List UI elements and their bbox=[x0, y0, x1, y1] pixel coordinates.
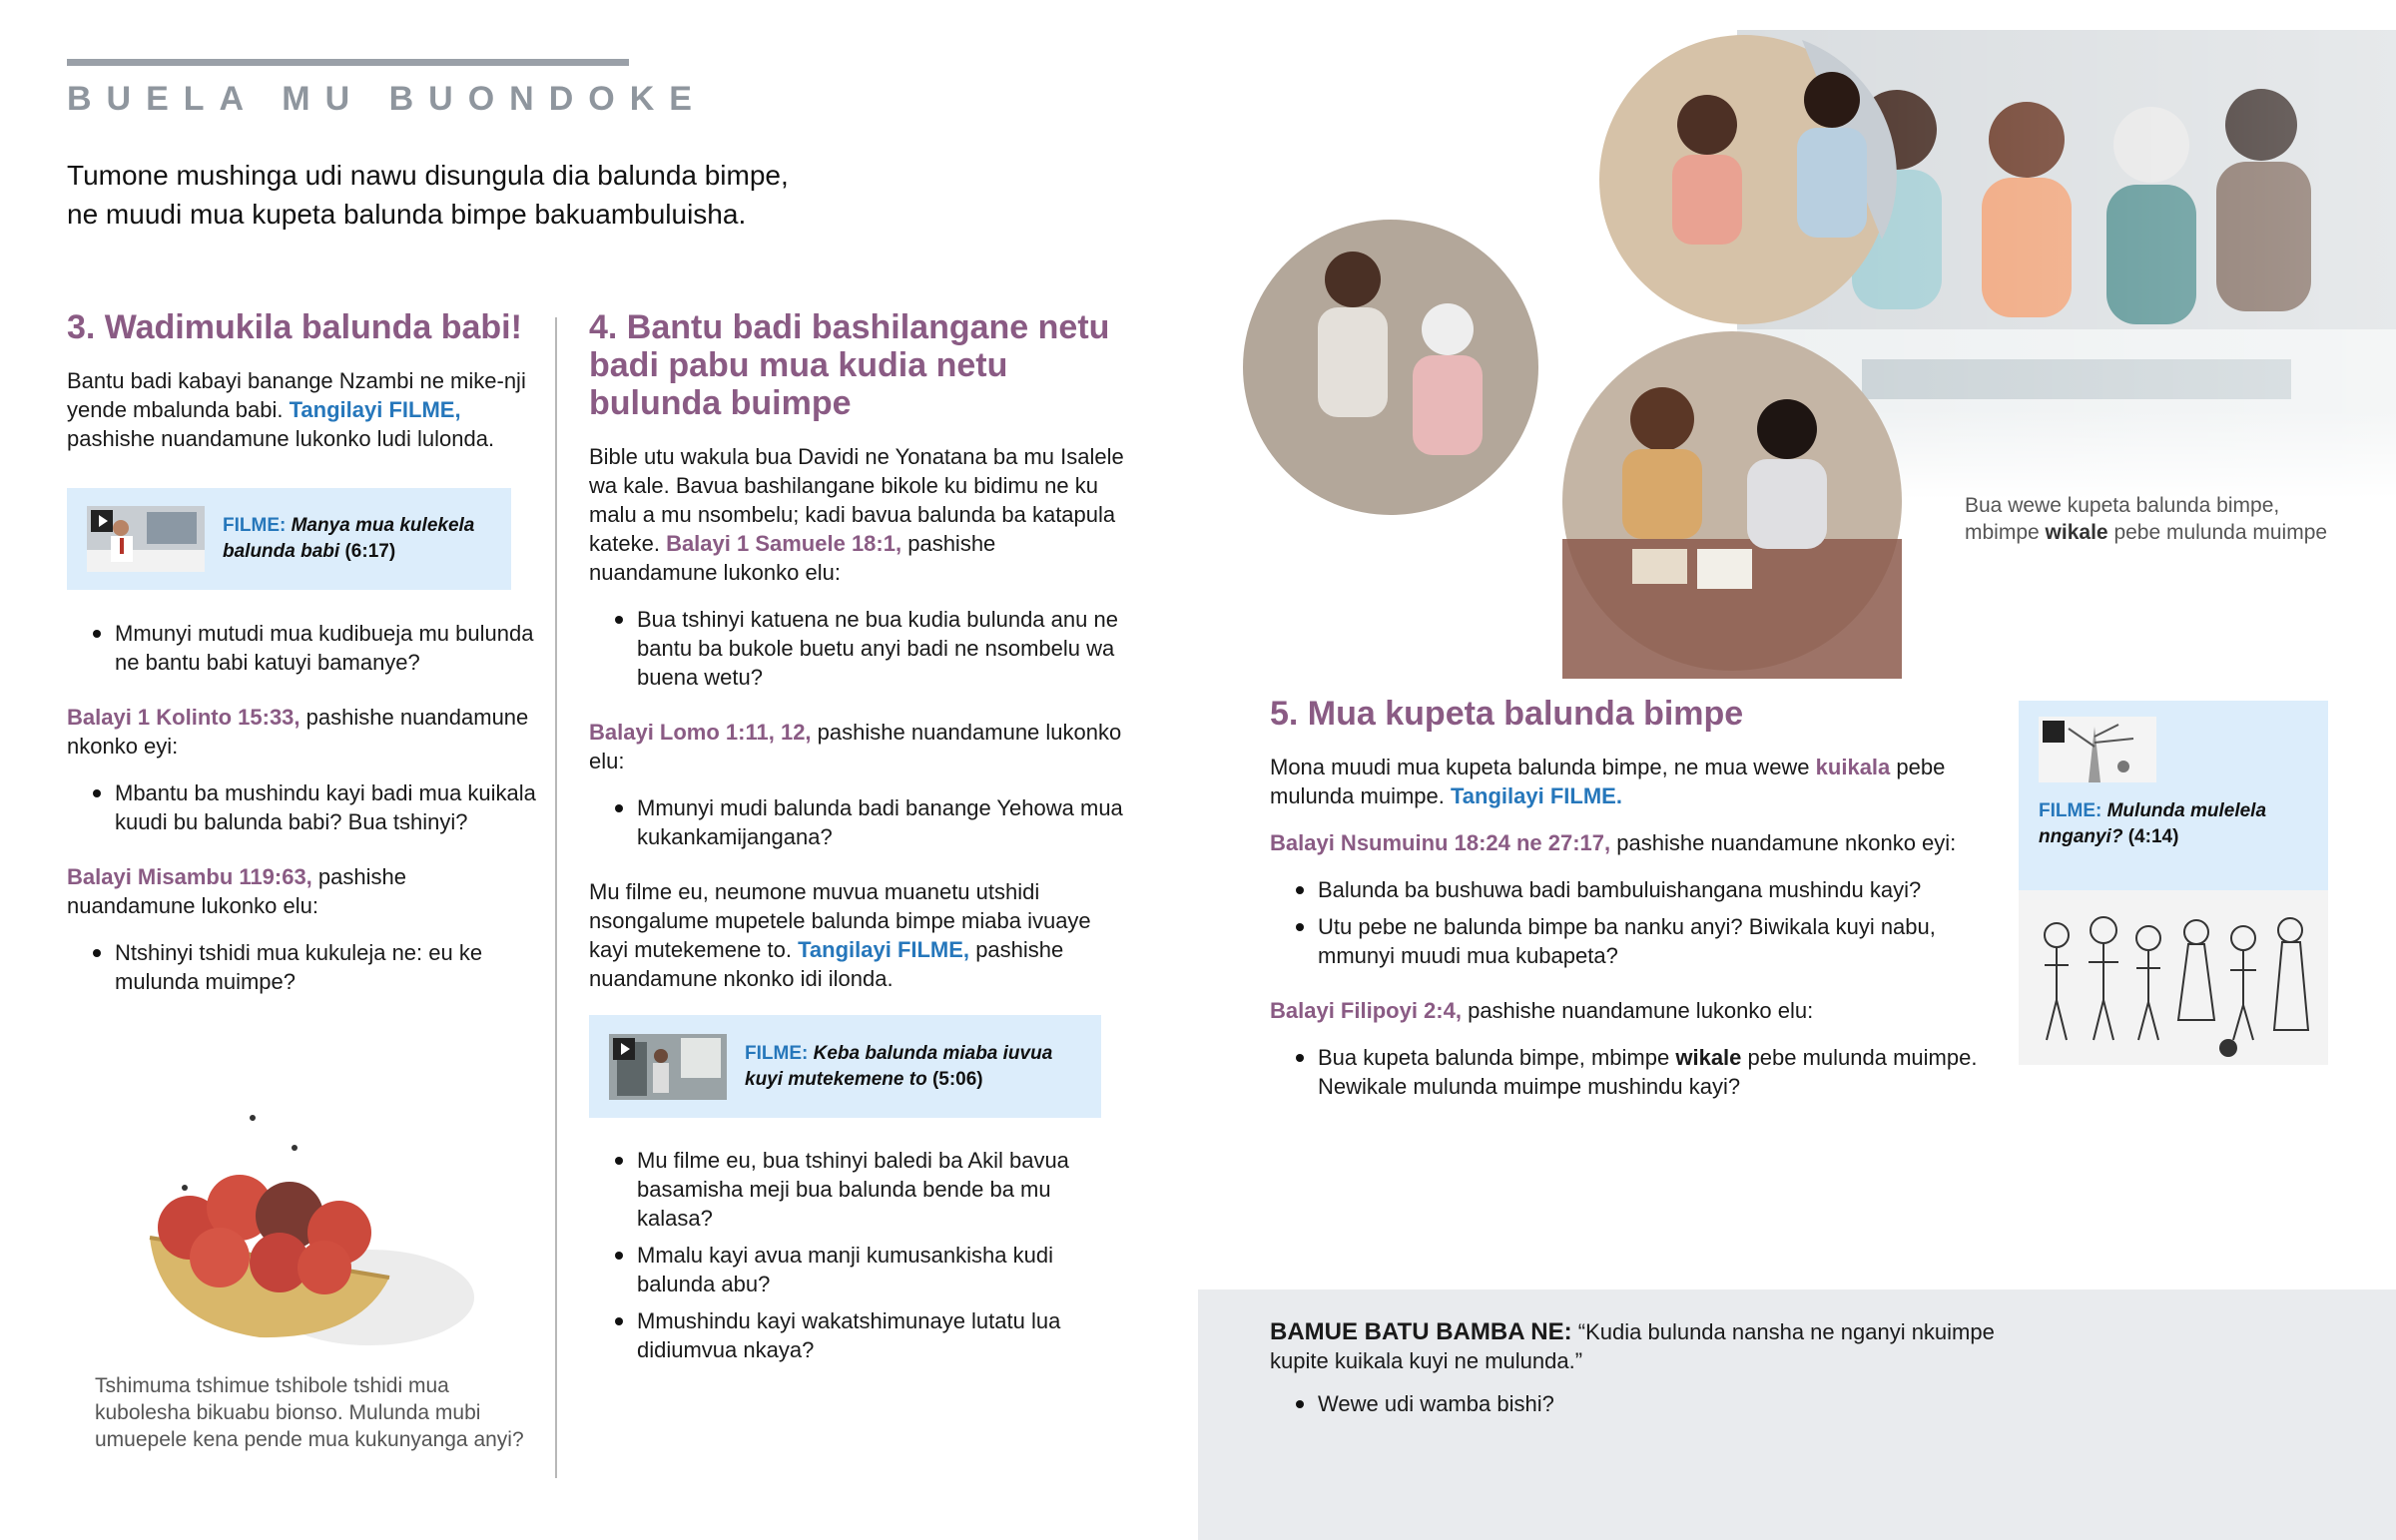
video-duration: (5:06) bbox=[931, 1068, 983, 1090]
caption-text: pebe mulunda muimpe bbox=[2113, 521, 2328, 544]
scripture-instruction: pashishe nuandamune lukonko elu: bbox=[1468, 998, 1814, 1023]
section-5-text: pebe mulunda muimpe. bbox=[1270, 755, 1946, 808]
scripture-instruction: pashishe nuandamune lukonko elu: bbox=[589, 531, 996, 585]
section-4-text: Bible utu wakula bua Davidi ne Yonatana ba mu Isalele wa kale. Bavua bashilangane bikole ku bidimu ne ku malu a mu nsombelu; kadi bavua balunda ba katapula kateke. bbox=[589, 444, 1124, 556]
play-icon[interactable] bbox=[613, 1038, 635, 1060]
friends-photo-collage bbox=[1243, 30, 2396, 679]
header-rule bbox=[67, 59, 629, 66]
video-title: Keba balunda miaba iuvua kuyi mutekemene to bbox=[745, 1042, 1053, 1090]
caption-emphasis: wikale bbox=[2045, 521, 2108, 544]
section-kicker: BUELA MU BUONDOKE bbox=[67, 80, 707, 118]
section-4-film-questions bbox=[589, 1146, 1128, 1390]
question-item: Utu pebe ne balunda bimpe ba nanku anyi? Biwikala kuyi nabu, mmunyi muudi mua kubapeta? bbox=[1270, 912, 1979, 970]
video-thumbnail[interactable] bbox=[2039, 717, 2156, 782]
scripture-instruction: pashishe nuandamune nkonko eyi: bbox=[1616, 830, 1957, 855]
question-item bbox=[1270, 1043, 1979, 1101]
section-4-title: 4. Bantu badi bashilangane netu badi pabu mua kudia netu bulunda buimpe bbox=[589, 308, 1110, 422]
question-item: Wewe udi wamba bishi? bbox=[1270, 1389, 2059, 1418]
caption-line bbox=[1965, 519, 2384, 546]
scripture-prompt bbox=[67, 703, 536, 761]
question-text: Bua kupeta balunda bimpe, mbimpe bbox=[1318, 1045, 1670, 1070]
section-4-film-paragraph bbox=[589, 877, 1128, 993]
question-list bbox=[589, 793, 1128, 851]
watch-film-link[interactable]: Tangilayi FILME. bbox=[1451, 783, 1622, 808]
section-5 bbox=[1270, 695, 1979, 1127]
caption-line: Bua wewe kupeta balunda bimpe, bbox=[1965, 494, 2280, 517]
section-3-title: 3. Wadimukila balunda babi! bbox=[67, 308, 522, 346]
video-thumbnail[interactable] bbox=[87, 506, 205, 572]
scripture-ref[interactable]: Balayi Misambu 119:63, bbox=[67, 864, 312, 889]
question-list bbox=[1270, 1389, 2059, 1418]
caption-line: Tshimuma tshimue tshibole tshidi mua bbox=[95, 1374, 449, 1397]
question-item: Bua tshinyi katuena ne bua kudia bulunda anu ne bantu ba bukole buetu anyi badi ne nsombelu wa buena wetu? bbox=[589, 605, 1128, 692]
section-3 bbox=[67, 308, 536, 471]
scripture-prompt bbox=[67, 862, 536, 920]
question-item: Mmunyi mudi balunda badi banange Yehowa mua kukankamijangana? bbox=[589, 793, 1128, 851]
video-duration: (4:14) bbox=[2127, 826, 2179, 847]
column-divider bbox=[555, 317, 557, 1478]
intro-line-2: ne muudi mua kupeta balunda bimpe bakuambuluisha. bbox=[67, 199, 747, 230]
question-list bbox=[1270, 875, 1979, 970]
photo-caption bbox=[1965, 492, 2384, 546]
scripture-prompt bbox=[1270, 996, 1979, 1025]
video-label: FILME: bbox=[223, 515, 287, 536]
apple-caption bbox=[95, 1372, 534, 1453]
scripture-ref[interactable]: Balayi 1 Samuele 18:1, bbox=[666, 531, 902, 556]
video-card-unexpected-friends[interactable] bbox=[589, 1015, 1101, 1118]
video-caption bbox=[223, 513, 511, 565]
intro-text bbox=[67, 156, 866, 234]
quote-body: “Kudia bulunda nansha ne nganyi nkuimpe kupite kuikala kuyi ne mulunda.” bbox=[1270, 1319, 1995, 1373]
scripture-ref[interactable]: Balayi Lomo 1:11, 12, bbox=[589, 720, 812, 745]
question-list bbox=[67, 619, 536, 677]
question-emphasis: wikale bbox=[1675, 1045, 1742, 1070]
video-label: FILME: bbox=[745, 1042, 809, 1064]
question-list bbox=[67, 938, 536, 996]
video-duration: (6:17) bbox=[344, 541, 396, 562]
video-caption bbox=[745, 1041, 1094, 1093]
watch-film-link[interactable]: Tangilayi FILME, bbox=[289, 397, 461, 422]
question-item: Balunda ba bushuwa badi bambuluishangana mushindu kayi? bbox=[1270, 875, 1979, 904]
video-card-true-friend[interactable] bbox=[2019, 701, 2328, 1065]
apple-bowl-illustration bbox=[140, 1108, 479, 1357]
scripture-prompt bbox=[1270, 828, 1979, 857]
question-text: pebe mulunda muimpe. Newikale mulunda muimpe mushindu kayi? bbox=[1318, 1045, 1978, 1099]
key-term: kuikala bbox=[1815, 755, 1891, 779]
scripture-prompt bbox=[589, 718, 1128, 775]
intro-line-1: Tumone mushinga udi nawu disungula dia balunda bimpe, bbox=[67, 160, 789, 191]
section-3-after: pashishe nuandamune lukonko ludi lulonda. bbox=[67, 426, 495, 451]
quote-text bbox=[1270, 1317, 2059, 1375]
section-3-paragraph bbox=[67, 366, 536, 453]
video-thumbnail[interactable] bbox=[609, 1034, 727, 1100]
caption-line: umuepele kena pende mua kukunyanga anyi? bbox=[95, 1428, 524, 1451]
people-sketch-illustration bbox=[2019, 890, 2328, 1065]
quote-label: BAMUE BATU BAMBA NE: bbox=[1270, 1318, 1572, 1345]
section-4-text: Mu filme eu, neumone muvua muanetu utshidi nsongalume mupetele balunda bimpe miaba ivuaye kayi mutekemene to. bbox=[589, 879, 1091, 962]
section-4 bbox=[589, 308, 1128, 1011]
question-item: Mbantu ba mushindu kayi badi mua kuikala kuudi bu balunda babi? Bua tshinyi? bbox=[67, 778, 536, 836]
question-item: Mmalu kayi avua manji kumusankisha kudi balunda abu? bbox=[589, 1241, 1128, 1298]
play-icon[interactable] bbox=[91, 510, 113, 532]
caption-text: mbimpe bbox=[1965, 521, 2040, 544]
question-list bbox=[67, 778, 536, 836]
scripture-ref[interactable]: Balayi Nsumuinu 18:24 ne 27:17, bbox=[1270, 830, 1611, 855]
video-card-bad-friends[interactable] bbox=[67, 488, 511, 590]
scripture-instruction: pashishe nuandamune lukonko elu: bbox=[67, 864, 406, 918]
video-title: Mulunda mulelela nnganyi? bbox=[2039, 800, 2267, 847]
quote-panel-content bbox=[1270, 1317, 2059, 1444]
caption-line: kubolesha bikuabu bionso. Mulunda mubi bbox=[95, 1401, 481, 1424]
question-list bbox=[589, 1146, 1128, 1364]
section-5-text: Mona muudi mua kupeta balunda bimpe, ne mua wewe bbox=[1270, 755, 1810, 779]
question-item: Mmushindu kayi wakatshimunaye lutatu lua didiumvua nkaya? bbox=[589, 1306, 1128, 1364]
video-caption bbox=[2039, 798, 2308, 850]
watch-film-link[interactable]: Tangilayi FILME, bbox=[798, 937, 970, 962]
video-title: Manya mua kulekela balunda babi bbox=[223, 515, 475, 562]
question-item: Ntshinyi tshidi mua kukuleja ne: eu ke mulunda muimpe? bbox=[67, 938, 536, 996]
scripture-instruction: pashishe nuandamune nkonko eyi: bbox=[67, 705, 529, 759]
scripture-ref[interactable]: Balayi Filipoyi 2:4, bbox=[1270, 998, 1462, 1023]
scripture-ref[interactable]: Balayi 1 Kolinto 15:33, bbox=[67, 705, 300, 730]
section-4-after: pashishe nuandamune nkonko idi ilonda. bbox=[589, 937, 1064, 991]
section-3-questions bbox=[67, 619, 536, 1022]
scripture-instruction: pashishe nuandamune lukonko elu: bbox=[589, 720, 1122, 773]
section-3-text: Bantu badi kabayi banange Nzambi ne mike-nji yende mbalunda babi. bbox=[67, 368, 526, 422]
question-item: Mu filme eu, bua tshinyi baledi ba Akil bavua basamisha meji bua balunda bende ba mu kalasa? bbox=[589, 1146, 1128, 1233]
question-item: Mmunyi mutudi mua kudibueja mu bulunda ne bantu babi katuyi bamanye? bbox=[67, 619, 536, 677]
question-list bbox=[589, 605, 1128, 692]
section-5-paragraph bbox=[1270, 753, 1979, 810]
section-4-paragraph bbox=[589, 442, 1128, 587]
video-label: FILME: bbox=[2039, 800, 2102, 821]
question-list bbox=[1270, 1043, 1979, 1101]
play-icon[interactable] bbox=[2043, 721, 2065, 743]
section-5-title: 5. Mua kupeta balunda bimpe bbox=[1270, 695, 1744, 733]
